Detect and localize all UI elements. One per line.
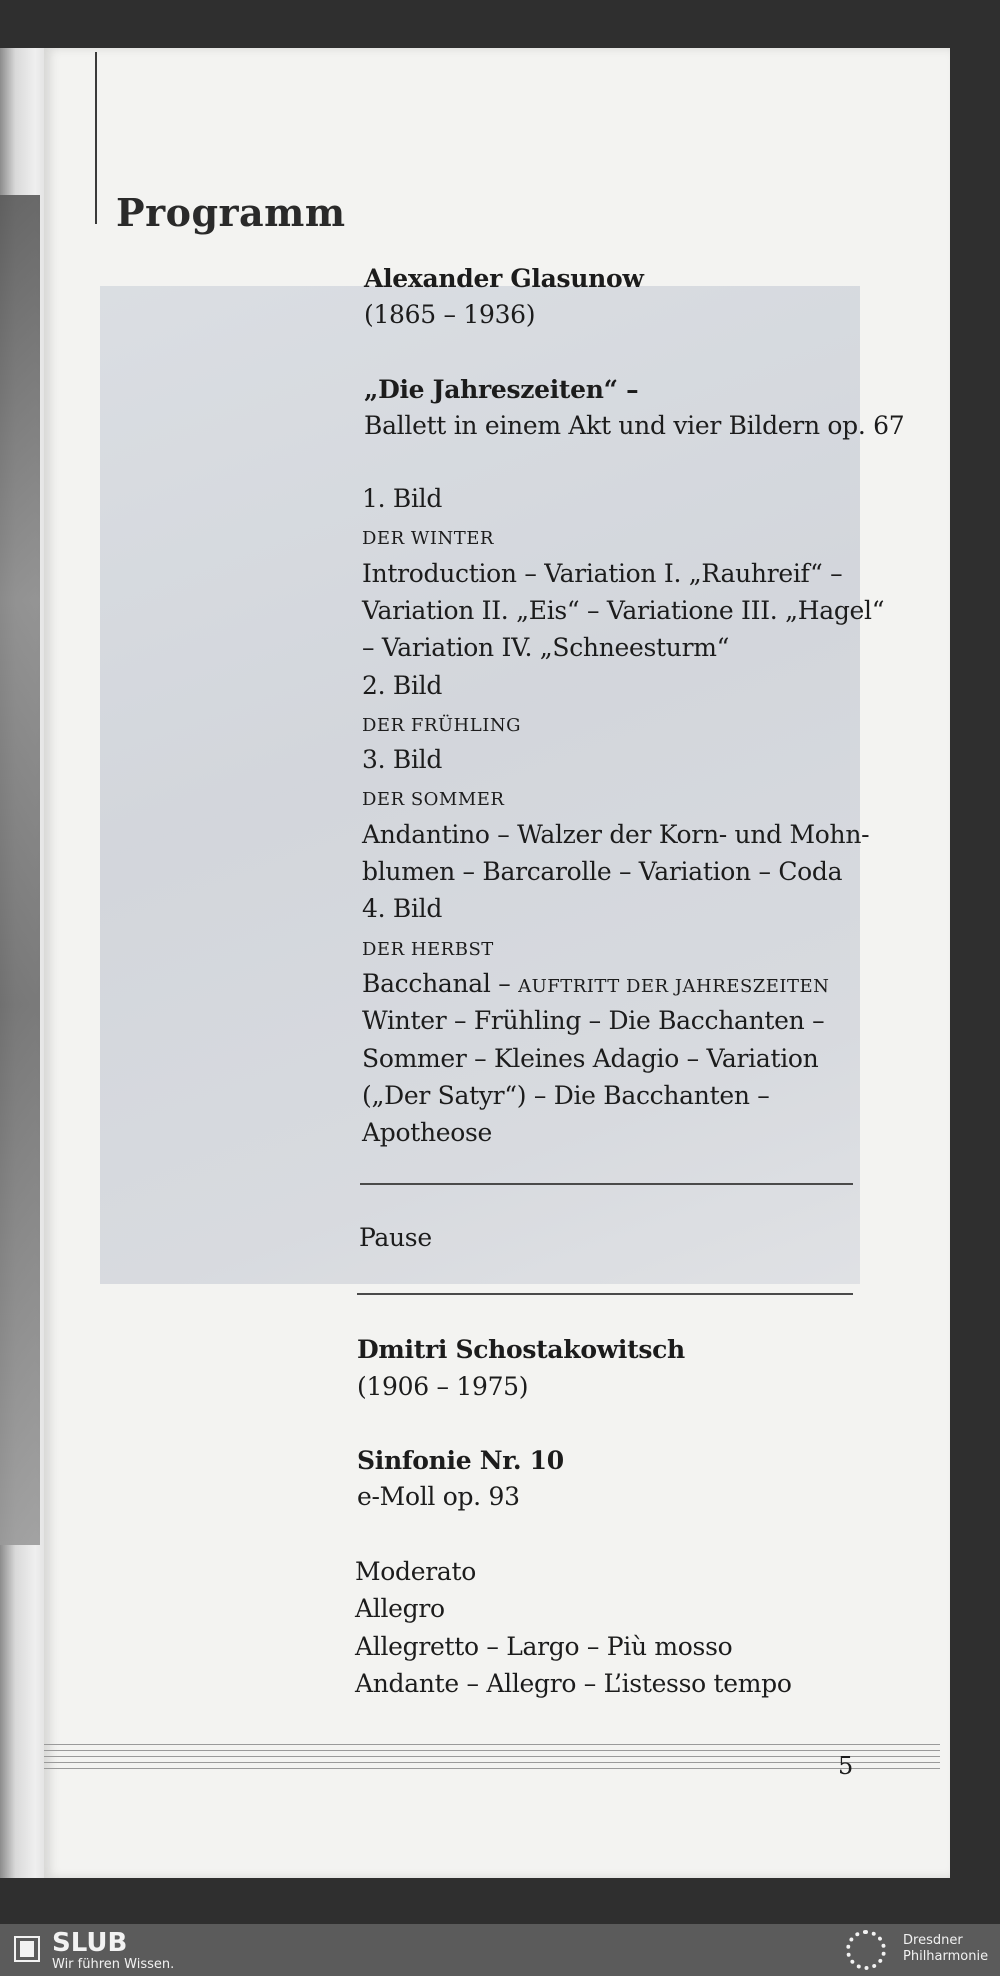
program-line: („Der Satyr“) – Die Bacchanten – xyxy=(362,1081,770,1110)
schostakowitsch-composer: Dmitri Schostakowitsch xyxy=(357,1335,685,1364)
dp-name-line1: Dresdner xyxy=(903,1933,963,1948)
page-number: 5 xyxy=(838,1752,854,1780)
vertical-rule xyxy=(95,52,97,224)
divider-upper xyxy=(360,1183,853,1185)
slub-name[interactable]: SLUB xyxy=(52,1928,128,1958)
program-line: 3. Bild xyxy=(362,745,443,774)
program-line xyxy=(362,708,521,737)
section-heading: DER WINTER xyxy=(362,528,494,549)
movement-item: Andante – Allegro – L’istesso tempo xyxy=(355,1669,792,1698)
dresdner-philharmonie-name[interactable] xyxy=(903,1933,988,1965)
program-line: 2. Bild xyxy=(362,671,443,700)
section-heading: DER FRÜHLING xyxy=(362,715,521,736)
glasunow-composer: Alexander Glasunow xyxy=(364,264,644,293)
schostakowitsch-dates: (1906 – 1975) xyxy=(357,1372,529,1401)
section-heading: DER HERBST xyxy=(362,939,494,960)
staff-line xyxy=(44,1744,940,1745)
program-line: Winter – Frühling – Die Bacchanten – xyxy=(362,1006,825,1035)
viewer-footer xyxy=(0,1924,1000,1976)
movement-item: Allegro xyxy=(355,1594,445,1623)
slub-tagline: Wir führen Wissen. xyxy=(52,1957,175,1972)
program-line: – Variation IV. „Schneesturm“ xyxy=(362,633,730,662)
program-line: blumen – Barcarolle – Variation – Coda xyxy=(362,857,843,886)
schostakowitsch-work-title: Sinfonie Nr. 10 xyxy=(357,1446,564,1475)
pause-label: Pause xyxy=(359,1223,432,1252)
program-line xyxy=(362,969,829,998)
glasunow-work-title: „Die Jahreszeiten“ – xyxy=(364,375,639,404)
staff-line xyxy=(44,1762,940,1763)
staff-line xyxy=(44,1768,940,1769)
program-line: 4. Bild xyxy=(362,894,443,923)
dresdner-philharmonie-logo-icon[interactable] xyxy=(846,1930,886,1970)
movement-item: Allegretto – Largo – Più mosso xyxy=(355,1632,733,1661)
program-line xyxy=(362,782,505,811)
program-line: Sommer – Kleines Adagio – Variation xyxy=(362,1044,819,1073)
page-title: Programm xyxy=(116,190,346,235)
program-line: 1. Bild xyxy=(362,484,443,513)
facing-page-photo xyxy=(0,195,40,1545)
divider-lower xyxy=(357,1293,853,1295)
slub-logo-icon[interactable] xyxy=(14,1936,40,1962)
section-heading: DER SOMMER xyxy=(362,789,505,810)
glasunow-dates: (1865 – 1936) xyxy=(364,300,536,329)
movement-item: Moderato xyxy=(355,1557,477,1586)
section-heading: AUFTRITT DER JAHRESZEITEN xyxy=(518,976,830,997)
program-line: Introduction – Variation I. „Rauhreif“ – xyxy=(362,559,843,588)
program-line xyxy=(362,932,494,961)
dp-name-line2: Philharmonie xyxy=(903,1949,989,1964)
schostakowitsch-work-key: e-Moll op. 93 xyxy=(357,1482,520,1511)
program-line: Apotheose xyxy=(362,1118,493,1147)
program-line: Andantino – Walzer der Korn- und Mohn- xyxy=(362,820,870,849)
program-line: Variation II. „Eis“ – Variatione III. „Hagel“ xyxy=(362,596,885,625)
staff-line xyxy=(44,1756,940,1757)
staff-line xyxy=(44,1750,940,1751)
glasunow-work-subtitle: Ballett in einem Akt und vier Bildern op. 67 xyxy=(364,411,905,440)
program-line xyxy=(362,521,494,550)
line-text: Bacchanal – xyxy=(362,969,519,998)
